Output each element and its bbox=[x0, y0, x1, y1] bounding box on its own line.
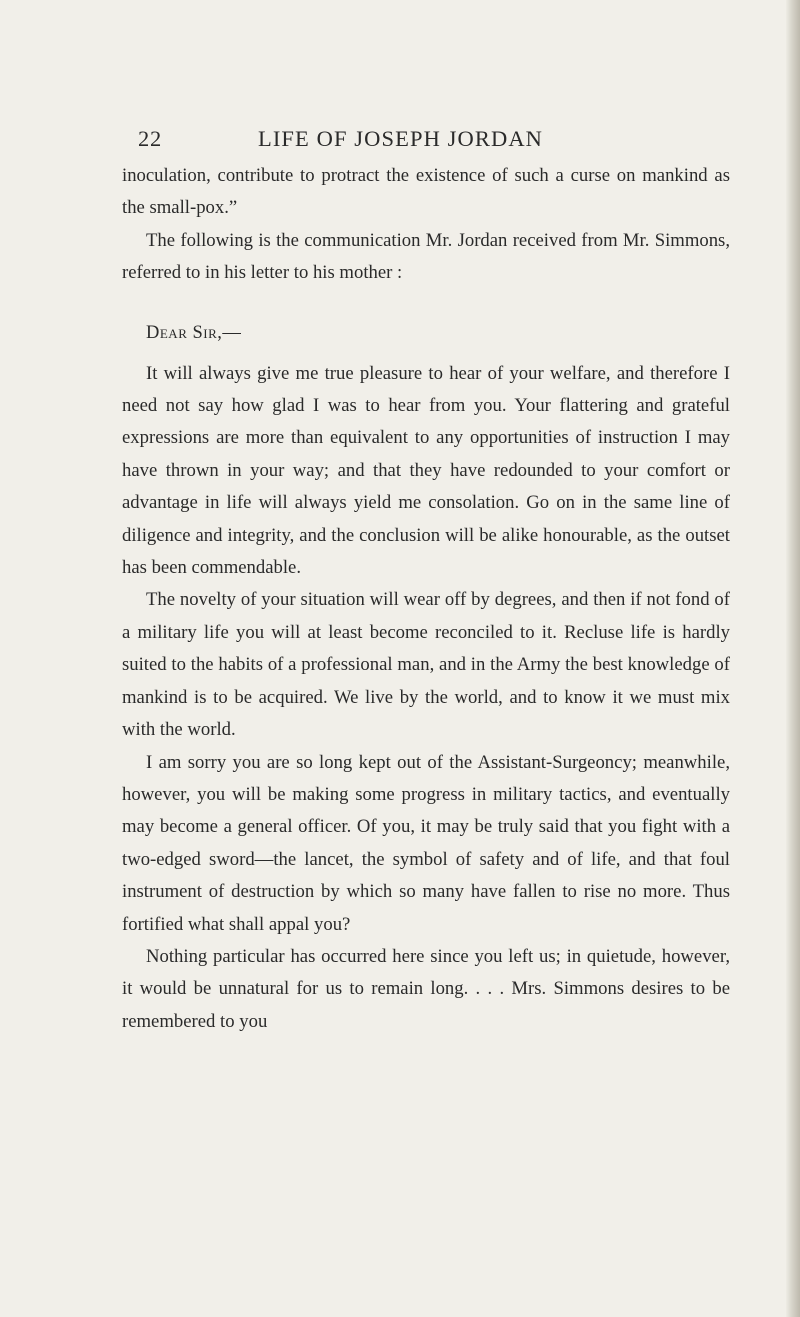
book-page bbox=[122, 100, 730, 1038]
letter-paragraph-1: It will always give me true pleasure to hear of your welfare, and therefore I need not say how glad I was to hear from you. Your flattering and grateful expressions are more than equivalent to any opportunities of instruction I may have thrown in your way; and that they have redounded to your comfort or advantage in life will always yield me consolation. Go on in the same line of diligence and integrity, and the conclusion will be alike honourable, as the outset has been commendable. bbox=[122, 362, 730, 579]
paragraph-introduction: The following is the communication Mr. Jordan received from Mr. Simmons, referred to in his letter to his mother : bbox=[122, 229, 730, 284]
letter-paragraph-3: I am sorry you are so long kept out of the Assistant-Surgeoncy; meanwhile, however, you will be making some progress in military tactics, and eventually may become a general officer. Of you, it may be truly said that you fight with a two-edged sword—the lancet, the symbol of safety and of life, and that foul instrument of destruction by which so many have fallen to rise no more. Thus fortified what shall appal you? bbox=[122, 751, 730, 935]
page-number: 22 bbox=[138, 126, 163, 151]
letter-salutation: Dear Sir,— bbox=[146, 322, 242, 343]
running-title: LIFE OF JOSEPH JORDAN bbox=[258, 126, 544, 151]
letter-paragraph-2: The novelty of your situation will wear off by degrees, and then if not fond of a military life you will at least become reconciled to it. Recluse life is hardly suited to the habits of a professional man, and in the Army the best knowledge of mankind is to be acquired. We live by the world, and to know it we must mix with the world. bbox=[122, 589, 730, 741]
page-edge-shadow bbox=[786, 0, 800, 1317]
running-head bbox=[122, 100, 730, 160]
letter-paragraph-4: Nothing particular has occurred here since you left us; in quietude, however, it would be unnatural for us to remain long. . . . Mrs. Simmons desires to be remembered to you bbox=[122, 945, 730, 1032]
paragraph-gap bbox=[122, 290, 730, 317]
paragraph-continuation: inoculation, contribute to protract the existence of such a curse on mankind as the small-pox.” bbox=[122, 165, 730, 219]
